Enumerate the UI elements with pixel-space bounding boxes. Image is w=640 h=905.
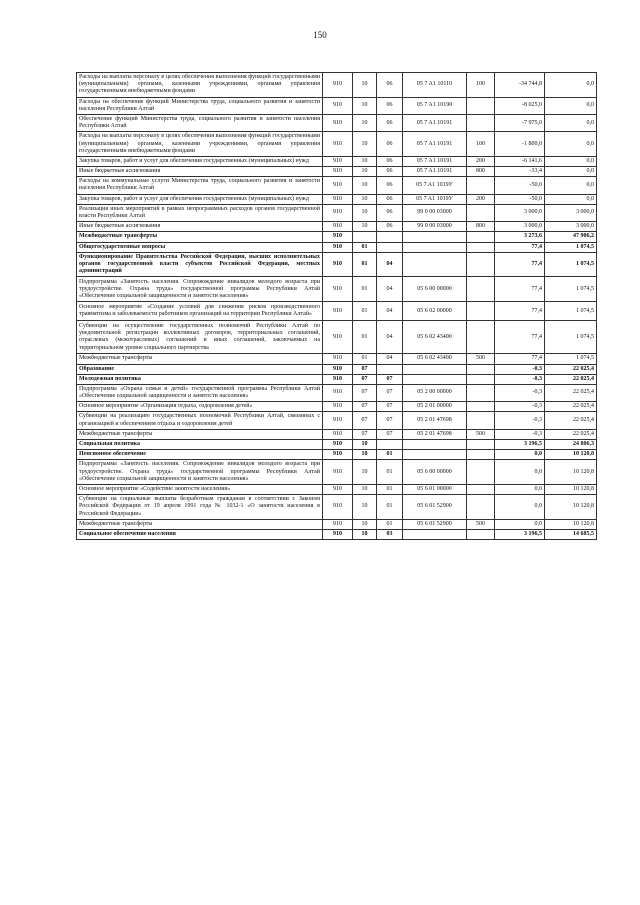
row-amount-1-cell: 3 273,6 bbox=[495, 232, 545, 242]
row-amount-1-cell: 77,4 bbox=[495, 277, 545, 302]
row-expense-type-cell bbox=[467, 97, 495, 114]
row-name-cell: Подпрограмма «Охрана семьи и детей» государственной программы Республики Алтай «Обеспечение социальной защищенности и занятости населения» bbox=[77, 384, 323, 401]
row-amount-2-cell: 1 074,5 bbox=[545, 302, 597, 321]
row-name-cell: Обеспечение функций Министерства труда, социального развития и занятости населения Республики Алтай bbox=[77, 114, 323, 131]
row-section-cell: 10 bbox=[353, 529, 377, 539]
row-subsection-cell: 06 bbox=[377, 97, 403, 114]
row-name-cell: Субвенции на реализацию государственных полномочий Республики Алтай, связанных с организацией и обеспечением отдыха и оздоровления детей bbox=[77, 412, 323, 429]
row-amount-1-cell: 3 000,0 bbox=[495, 204, 545, 221]
row-section-cell: 01 bbox=[353, 277, 377, 302]
row-amount-1-cell: -33,4 bbox=[495, 167, 545, 177]
row-subsection-cell: 01 bbox=[377, 460, 403, 485]
row-target-article-cell: 05 6 02 00000 bbox=[403, 302, 467, 321]
table-row bbox=[77, 156, 597, 166]
row-amount-2-cell: 22 025,4 bbox=[545, 384, 597, 401]
row-amount-1-cell: 0,0 bbox=[495, 495, 545, 520]
row-section-cell: 07 bbox=[353, 412, 377, 429]
table-row bbox=[77, 354, 597, 364]
row-amount-1-cell: -0,3 bbox=[495, 402, 545, 412]
row-target-article-cell: 05 7 A1 10191 bbox=[403, 132, 467, 157]
row-subsection-cell: 04 bbox=[377, 354, 403, 364]
row-target-article-cell: 05 7 A1 10110 bbox=[403, 73, 467, 98]
row-expense-type-cell bbox=[467, 232, 495, 242]
row-amount-1-cell: -0,3 bbox=[495, 429, 545, 439]
row-expense-type-cell bbox=[467, 402, 495, 412]
table-row bbox=[77, 194, 597, 204]
row-amount-2-cell: 22 025,4 bbox=[545, 412, 597, 429]
row-target-article-cell: 05 2 01 00000 bbox=[403, 402, 467, 412]
row-expense-type-cell: 500 bbox=[467, 429, 495, 439]
row-ved-cell: 910 bbox=[323, 132, 353, 157]
row-ved-cell: 910 bbox=[323, 440, 353, 450]
row-target-article-cell: 05 6 02 43400 bbox=[403, 321, 467, 354]
row-target-article-cell: 05 6 00 00000 bbox=[403, 277, 467, 302]
row-target-article-cell: 05 7 A1 1019У bbox=[403, 194, 467, 204]
page-number: 150 bbox=[313, 30, 327, 40]
row-amount-2-cell: 10 120,8 bbox=[545, 450, 597, 460]
row-ved-cell: 910 bbox=[323, 460, 353, 485]
row-ved-cell: 910 bbox=[323, 402, 353, 412]
row-amount-2-cell: 0,0 bbox=[545, 97, 597, 114]
row-amount-1-cell: -6 141,6 bbox=[495, 156, 545, 166]
row-amount-2-cell: 22 025,4 bbox=[545, 364, 597, 374]
row-name-cell: Функционирование Правительства Российской Федерации, высших исполнительных органов государственной власти субъектов Российской Федерации, местных администраций bbox=[77, 252, 323, 277]
row-ved-cell: 910 bbox=[323, 167, 353, 177]
row-section-cell: 10 bbox=[353, 460, 377, 485]
row-amount-2-cell: 0,0 bbox=[545, 156, 597, 166]
row-name-cell: Подпрограмма «Занятость населения. Сопровождение инвалидов молодого возраста при трудоустройстве. Охрана труда» государственной программы Республики Алтай «Обеспечение социальной защищенности и занятости населения» bbox=[77, 277, 323, 302]
row-amount-1-cell: -50,0 bbox=[495, 194, 545, 204]
row-amount-2-cell: 3 000,0 bbox=[545, 204, 597, 221]
row-amount-1-cell: 3 196,5 bbox=[495, 529, 545, 539]
row-ved-cell: 910 bbox=[323, 194, 353, 204]
row-amount-1-cell: -0,3 bbox=[495, 374, 545, 384]
row-subsection-cell: 06 bbox=[377, 194, 403, 204]
table-row bbox=[77, 177, 597, 194]
row-name-cell: Закупка товаров, работ и услуг для обеспечения государственных (муниципальных) нужд bbox=[77, 194, 323, 204]
row-amount-2-cell: 10 120,8 bbox=[545, 460, 597, 485]
table-row bbox=[77, 277, 597, 302]
table-row bbox=[77, 97, 597, 114]
row-ved-cell: 910 bbox=[323, 529, 353, 539]
row-subsection-cell: 06 bbox=[377, 73, 403, 98]
row-amount-2-cell: 14 685,5 bbox=[545, 529, 597, 539]
row-amount-2-cell: 3 000,0 bbox=[545, 222, 597, 232]
row-section-cell: 07 bbox=[353, 384, 377, 401]
row-name-cell: Расходы на обеспечение функций Министерства труда, социального развития и занятости населения Республики Алтай bbox=[77, 97, 323, 114]
table-row bbox=[77, 167, 597, 177]
row-amount-1-cell: -0,3 bbox=[495, 412, 545, 429]
table-row bbox=[77, 114, 597, 131]
row-subsection-cell: 04 bbox=[377, 277, 403, 302]
row-section-cell: 10 bbox=[353, 450, 377, 460]
row-ved-cell: 910 bbox=[323, 73, 353, 98]
row-name-cell: Основное мероприятие «Создание условий для снижения рисков производственного травматизма и заболеваемости работников организаций на территории Республики Алтай» bbox=[77, 302, 323, 321]
row-section-cell: 01 bbox=[353, 242, 377, 252]
row-expense-type-cell bbox=[467, 412, 495, 429]
row-target-article-cell bbox=[403, 252, 467, 277]
row-expense-type-cell bbox=[467, 484, 495, 494]
row-amount-1-cell: -50,0 bbox=[495, 177, 545, 194]
row-subsection-cell: 06 bbox=[377, 132, 403, 157]
row-subsection-cell: 07 bbox=[377, 412, 403, 429]
row-section-cell: 01 bbox=[353, 252, 377, 277]
row-amount-2-cell: 1 074,5 bbox=[545, 354, 597, 364]
table-body bbox=[77, 73, 597, 540]
row-amount-1-cell: 0,0 bbox=[495, 460, 545, 485]
row-expense-type-cell: 200 bbox=[467, 194, 495, 204]
row-amount-2-cell: 0,0 bbox=[545, 114, 597, 131]
table-row bbox=[77, 73, 597, 98]
row-name-cell: Социальная политика bbox=[77, 440, 323, 450]
row-expense-type-cell: 500 bbox=[467, 519, 495, 529]
row-subsection-cell: 03 bbox=[377, 529, 403, 539]
row-ved-cell: 910 bbox=[323, 97, 353, 114]
row-target-article-cell: 05 7 A1 1019У bbox=[403, 177, 467, 194]
row-target-article-cell: 05 6 00 00000 bbox=[403, 460, 467, 485]
row-section-cell: 10 bbox=[353, 204, 377, 221]
row-expense-type-cell bbox=[467, 277, 495, 302]
row-amount-1-cell: -34 744,8 bbox=[495, 73, 545, 98]
row-target-article-cell bbox=[403, 450, 467, 460]
row-amount-2-cell: 10 120,8 bbox=[545, 519, 597, 529]
row-amount-1-cell: -7 975,0 bbox=[495, 114, 545, 131]
row-amount-2-cell: 22 025,4 bbox=[545, 374, 597, 384]
row-target-article-cell: 05 2 00 00000 bbox=[403, 384, 467, 401]
row-section-cell: 10 bbox=[353, 495, 377, 520]
row-name-cell: Иные бюджетные ассигнования bbox=[77, 167, 323, 177]
row-amount-2-cell: 22 025,4 bbox=[545, 429, 597, 439]
row-section-cell: 07 bbox=[353, 364, 377, 374]
row-target-article-cell bbox=[403, 529, 467, 539]
row-amount-1-cell: 77,4 bbox=[495, 252, 545, 277]
row-ved-cell: 910 bbox=[323, 252, 353, 277]
row-name-cell: Субвенции на социальные выплаты безработным гражданам в соответствии с Законом Российской Федерации от 19 апреля 1991 года № 1032-1 «О занятости населения в Российской Федерации» bbox=[77, 495, 323, 520]
row-target-article-cell bbox=[403, 374, 467, 384]
row-subsection-cell: 07 bbox=[377, 374, 403, 384]
row-section-cell: 10 bbox=[353, 73, 377, 98]
row-target-article-cell: 05 6 02 43400 bbox=[403, 354, 467, 364]
row-amount-2-cell: 0,0 bbox=[545, 177, 597, 194]
row-expense-type-cell bbox=[467, 460, 495, 485]
row-expense-type-cell: 500 bbox=[467, 354, 495, 364]
budget-table bbox=[76, 72, 597, 540]
table-row bbox=[77, 302, 597, 321]
row-amount-2-cell: 22 025,4 bbox=[545, 402, 597, 412]
row-ved-cell: 910 bbox=[323, 156, 353, 166]
table-row bbox=[77, 232, 597, 242]
row-amount-1-cell: 3 000,0 bbox=[495, 222, 545, 232]
table-row bbox=[77, 132, 597, 157]
row-expense-type-cell: 200 bbox=[467, 156, 495, 166]
row-name-cell: Молодежная политика bbox=[77, 374, 323, 384]
row-amount-1-cell: 0,0 bbox=[495, 484, 545, 494]
row-target-article-cell: 05 7 A1 10191 bbox=[403, 167, 467, 177]
row-name-cell: Закупка товаров, работ и услуг для обеспечения государственных (муниципальных) нужд bbox=[77, 156, 323, 166]
table-row bbox=[77, 204, 597, 221]
row-amount-1-cell: 77,4 bbox=[495, 354, 545, 364]
row-target-article-cell bbox=[403, 440, 467, 450]
row-amount-2-cell: 24 806,3 bbox=[545, 440, 597, 450]
row-amount-2-cell: 1 074,5 bbox=[545, 242, 597, 252]
row-expense-type-cell bbox=[467, 114, 495, 131]
row-expense-type-cell bbox=[467, 321, 495, 354]
row-ved-cell: 910 bbox=[323, 484, 353, 494]
row-target-article-cell: 05 7 A1 10191 bbox=[403, 156, 467, 166]
row-target-article-cell: 05 2 01 47698 bbox=[403, 412, 467, 429]
row-target-article-cell: 05 6 01 52900 bbox=[403, 519, 467, 529]
table-row bbox=[77, 384, 597, 401]
row-amount-1-cell: 77,4 bbox=[495, 321, 545, 354]
row-amount-2-cell: 47 906,2 bbox=[545, 232, 597, 242]
row-target-article-cell: 05 6 01 00000 bbox=[403, 484, 467, 494]
row-expense-type-cell bbox=[467, 384, 495, 401]
row-name-cell: Межбюджетные трансферты bbox=[77, 429, 323, 439]
row-amount-2-cell: 0,0 bbox=[545, 194, 597, 204]
row-subsection-cell: 04 bbox=[377, 252, 403, 277]
row-expense-type-cell: 800 bbox=[467, 167, 495, 177]
row-section-cell: 10 bbox=[353, 156, 377, 166]
row-expense-type-cell bbox=[467, 374, 495, 384]
row-name-cell: Реализация иных мероприятий в рамках непрограммных расходов органов государственной власти Республики Алтай bbox=[77, 204, 323, 221]
table-row bbox=[77, 402, 597, 412]
row-section-cell: 10 bbox=[353, 194, 377, 204]
row-amount-2-cell: 1 074,5 bbox=[545, 277, 597, 302]
row-subsection-cell bbox=[377, 364, 403, 374]
row-section-cell: 07 bbox=[353, 374, 377, 384]
row-amount-1-cell: 3 196,5 bbox=[495, 440, 545, 450]
table-row bbox=[77, 484, 597, 494]
row-amount-1-cell: 0,0 bbox=[495, 450, 545, 460]
row-ved-cell: 910 bbox=[323, 204, 353, 221]
table-row bbox=[77, 429, 597, 439]
row-name-cell: Образование bbox=[77, 364, 323, 374]
row-ved-cell: 910 bbox=[323, 242, 353, 252]
row-expense-type-cell bbox=[467, 529, 495, 539]
row-section-cell: 01 bbox=[353, 321, 377, 354]
row-section-cell: 07 bbox=[353, 429, 377, 439]
row-subsection-cell bbox=[377, 242, 403, 252]
row-ved-cell: 910 bbox=[323, 495, 353, 520]
row-ved-cell: 910 bbox=[323, 519, 353, 529]
row-name-cell: Пенсионное обеспечение bbox=[77, 450, 323, 460]
row-expense-type-cell: 100 bbox=[467, 132, 495, 157]
table-row bbox=[77, 460, 597, 485]
row-name-cell: Субвенции на осуществление государственных полномочий Республики Алтай по уведомительной регистрации коллективных договоров, территориальных соглашений, отраслевых (межотраслевых) соглашений и иных соглашений, заключаемых на территориальном уровне социального партнерства bbox=[77, 321, 323, 354]
row-name-cell: Основное мероприятие «Организация отдыха, оздоровления детей» bbox=[77, 402, 323, 412]
row-target-article-cell bbox=[403, 242, 467, 252]
table-row bbox=[77, 252, 597, 277]
row-name-cell: Расходы на коммунальные услуги Министерства труда, социального развития и занятости населения Республики Алтай bbox=[77, 177, 323, 194]
row-ved-cell: 910 bbox=[323, 302, 353, 321]
row-expense-type-cell bbox=[467, 204, 495, 221]
row-expense-type-cell bbox=[467, 177, 495, 194]
row-subsection-cell: 07 bbox=[377, 384, 403, 401]
row-amount-1-cell: 0,0 bbox=[495, 519, 545, 529]
row-ved-cell: 910 bbox=[323, 450, 353, 460]
row-amount-1-cell: -8 025,0 bbox=[495, 97, 545, 114]
row-target-article-cell bbox=[403, 232, 467, 242]
row-name-cell: Подпрограмма «Занятость населения. Сопровождение инвалидов молодого возраста при трудоустройстве. Охрана труда» государственной программы Республики Алтай «Обеспечение социальной защищенности и занятости населения» bbox=[77, 460, 323, 485]
row-section-cell bbox=[353, 232, 377, 242]
row-subsection-cell: 04 bbox=[377, 302, 403, 321]
row-subsection-cell: 01 bbox=[377, 495, 403, 520]
table-row bbox=[77, 519, 597, 529]
row-section-cell: 10 bbox=[353, 114, 377, 131]
row-target-article-cell: 05 2 01 47698 bbox=[403, 429, 467, 439]
row-subsection-cell: 06 bbox=[377, 222, 403, 232]
row-expense-type-cell bbox=[467, 252, 495, 277]
row-section-cell: 07 bbox=[353, 402, 377, 412]
row-subsection-cell: 06 bbox=[377, 114, 403, 131]
row-name-cell: Основное мероприятие «Содействие занятости населения» bbox=[77, 484, 323, 494]
row-section-cell: 10 bbox=[353, 97, 377, 114]
row-ved-cell: 910 bbox=[323, 374, 353, 384]
row-expense-type-cell: 800 bbox=[467, 222, 495, 232]
row-ved-cell: 910 bbox=[323, 277, 353, 302]
row-target-article-cell: 99 0 00 03000 bbox=[403, 204, 467, 221]
row-ved-cell: 910 bbox=[323, 429, 353, 439]
row-subsection-cell: 06 bbox=[377, 177, 403, 194]
row-target-article-cell: 05 6 01 52900 bbox=[403, 495, 467, 520]
row-expense-type-cell bbox=[467, 450, 495, 460]
row-expense-type-cell: 100 bbox=[467, 73, 495, 98]
row-amount-2-cell: 0,0 bbox=[545, 73, 597, 98]
row-section-cell: 10 bbox=[353, 440, 377, 450]
row-expense-type-cell bbox=[467, 302, 495, 321]
row-ved-cell: 910 bbox=[323, 222, 353, 232]
row-ved-cell: 910 bbox=[323, 232, 353, 242]
row-subsection-cell: 07 bbox=[377, 429, 403, 439]
row-subsection-cell: 06 bbox=[377, 167, 403, 177]
row-amount-1-cell: -1 800,0 bbox=[495, 132, 545, 157]
row-subsection-cell: 01 bbox=[377, 450, 403, 460]
row-amount-1-cell: 77,4 bbox=[495, 302, 545, 321]
row-target-article-cell bbox=[403, 364, 467, 374]
row-subsection-cell bbox=[377, 440, 403, 450]
row-expense-type-cell bbox=[467, 242, 495, 252]
row-subsection-cell: 06 bbox=[377, 204, 403, 221]
row-section-cell: 10 bbox=[353, 167, 377, 177]
row-subsection-cell: 04 bbox=[377, 321, 403, 354]
row-ved-cell: 910 bbox=[323, 114, 353, 131]
table-row bbox=[77, 450, 597, 460]
row-amount-2-cell: 1 074,5 bbox=[545, 321, 597, 354]
row-name-cell: Межбюджетные трансферты bbox=[77, 354, 323, 364]
row-ved-cell: 910 bbox=[323, 354, 353, 364]
row-ved-cell: 910 bbox=[323, 384, 353, 401]
table-row bbox=[77, 321, 597, 354]
row-section-cell: 10 bbox=[353, 519, 377, 529]
row-ved-cell: 910 bbox=[323, 177, 353, 194]
row-amount-1-cell: -0,3 bbox=[495, 384, 545, 401]
row-name-cell: Межбюджетные трансферты bbox=[77, 519, 323, 529]
row-section-cell: 10 bbox=[353, 177, 377, 194]
row-expense-type-cell bbox=[467, 440, 495, 450]
row-name-cell: Иные бюджетные ассигнования bbox=[77, 222, 323, 232]
row-amount-2-cell: 10 120,8 bbox=[545, 484, 597, 494]
row-ved-cell: 910 bbox=[323, 412, 353, 429]
row-section-cell: 10 bbox=[353, 484, 377, 494]
row-target-article-cell: 99 0 00 03000 bbox=[403, 222, 467, 232]
table-row bbox=[77, 222, 597, 232]
row-ved-cell: 910 bbox=[323, 321, 353, 354]
table-row bbox=[77, 242, 597, 252]
row-name-cell: Социальное обеспечение населения bbox=[77, 529, 323, 539]
row-section-cell: 01 bbox=[353, 302, 377, 321]
row-subsection-cell: 01 bbox=[377, 484, 403, 494]
row-ved-cell: 910 bbox=[323, 364, 353, 374]
table-row bbox=[77, 529, 597, 539]
table-row bbox=[77, 412, 597, 429]
table-row bbox=[77, 374, 597, 384]
row-subsection-cell: 06 bbox=[377, 156, 403, 166]
row-target-article-cell: 05 7 A1 10190 bbox=[403, 97, 467, 114]
row-amount-2-cell: 0,0 bbox=[545, 167, 597, 177]
row-amount-1-cell: -0,3 bbox=[495, 364, 545, 374]
row-amount-2-cell: 10 120,8 bbox=[545, 495, 597, 520]
row-name-cell: Межбюджетные трансферты bbox=[77, 232, 323, 242]
row-name-cell: Расходы на выплаты персоналу в целях обеспечения выполнения функций государственными (муниципальными) органами, казенными учреждениями, органами управления государственными внебюджетными фондами bbox=[77, 73, 323, 98]
row-name-cell: Общегосударственные вопросы bbox=[77, 242, 323, 252]
row-amount-2-cell: 0,0 bbox=[545, 132, 597, 157]
row-section-cell: 01 bbox=[353, 354, 377, 364]
row-amount-1-cell: 77,4 bbox=[495, 242, 545, 252]
row-expense-type-cell bbox=[467, 495, 495, 520]
table-row bbox=[77, 440, 597, 450]
row-section-cell: 10 bbox=[353, 222, 377, 232]
row-subsection-cell: 07 bbox=[377, 402, 403, 412]
row-subsection-cell bbox=[377, 232, 403, 242]
row-section-cell: 10 bbox=[353, 132, 377, 157]
row-target-article-cell: 05 7 A1 10191 bbox=[403, 114, 467, 131]
table-row bbox=[77, 364, 597, 374]
row-name-cell: Расходы на выплаты персоналу в целях обеспечения выполнения функций государственными (муниципальными) органами, казенными учреждениями, органами управления государственными внебюджетными фондами bbox=[77, 132, 323, 157]
table-row bbox=[77, 495, 597, 520]
row-amount-2-cell: 1 074,5 bbox=[545, 252, 597, 277]
row-expense-type-cell bbox=[467, 364, 495, 374]
row-subsection-cell: 01 bbox=[377, 519, 403, 529]
